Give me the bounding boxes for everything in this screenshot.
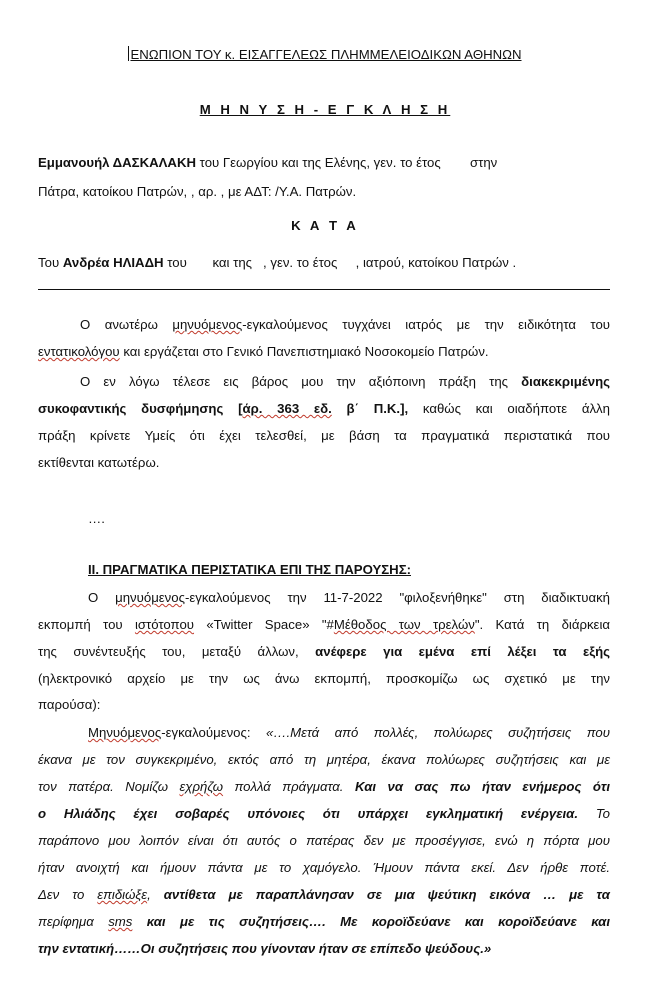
para1-text-2: -εγκαλούμενος τυγχάνει ιατρός με την ειδικότητα του [242, 317, 610, 332]
para3-line-4: (ηλεκτρονικό αρχείο με την ως άνω εκπομπή, προσκομίζω ως σχετικό με την [38, 671, 610, 686]
para2-line-1 [80, 374, 610, 389]
para2-text: Ο εν λόγω τέλεσε εις βάρος μου την αξιόποινη πράξη της [80, 374, 509, 389]
para3-line-3 [38, 644, 610, 659]
quote-text-2: τον πατέρα. Νομίζω [38, 779, 168, 794]
quote-underlined-word-4: sms [108, 914, 133, 929]
quote-line-7 [38, 887, 610, 902]
quote-text-6: περίφημα [38, 914, 94, 929]
quote-bold-3: αντίθετα με παραπλάνησαν σε μια ψεύτικη εικόνα … με τα [163, 887, 610, 902]
para1-text-3: και εργάζεται στο Γενικό Πανεπιστημιακό Νοσοκομείο Πατρών. [119, 344, 489, 359]
para2-bold: διακεκριμένης [521, 374, 610, 389]
kata-heading: Κ Α Τ Α [291, 218, 359, 233]
para3-underlined-word: μηνυόμενος [115, 590, 185, 605]
omission-mark: …. [88, 511, 105, 526]
para3-text-6: της συνέντευξής του, μεταξύ άλλων, [38, 644, 299, 659]
section-heading: ΙΙ. ΠΡΑΓΜΑΤΙΚΑ ΠΕΡΙΣΤΑΤΙΚΑ ΕΠΙ ΤΗΣ ΠΑΡΟΥΣΗΣ: [88, 562, 411, 577]
para3-text: Ο [88, 590, 99, 605]
para3-text-2: -εγκαλούμενος την 11-7-2022 "φιλοξενήθηκε" στη διαδικτυακή [184, 590, 610, 605]
quote-line-9: την εντατική……Οι συζητήσεις που γίνονταν ήταν σε επίπεδο ψεύδους.» [38, 941, 492, 956]
accused-details: του και της , γεν. το έτος , ιατρού, κατοίκου Πατρών . [167, 255, 517, 270]
para2-article-ref: άρ. 363 εδ. [242, 401, 332, 416]
complainant-details-1: του Γεωργίου και της Ελένης, γεν. το έτος στην [199, 155, 498, 170]
para3-line-1 [88, 590, 610, 605]
quote-line-5: παράπονο μου λοιπόν είναι ότι αυτός ο πατέρας δεν με προσέγγισε, ενώ η πόρτα μου [38, 833, 610, 848]
para1-line-1 [80, 317, 610, 332]
para2-article-ref-2: β΄ Π.Κ.], [331, 401, 409, 416]
para3-underlined-word-3: Μέθοδος των τρελών [333, 617, 475, 632]
horizontal-rule [38, 289, 610, 290]
para2-text-2: καθώς και οιαδήποτε άλλη [422, 401, 610, 416]
quote-bold: Και να σας πω ήταν ενήμερος ότι [354, 779, 610, 794]
quote-bold-4: και με τις συζητήσεις…. Με κοροϊδεύανε και κοροϊδεύανε και [146, 914, 611, 929]
para1-text: Ο ανωτέρω [80, 317, 158, 332]
para3-underlined-word-2: ιστότοπου [134, 617, 195, 632]
quote-line-4 [38, 806, 610, 821]
para2-line-4: εκτίθενται κατωτέρω. [38, 455, 160, 470]
para1-underlined-word: μηνυόμενος [172, 317, 243, 332]
document-heading [0, 46, 650, 62]
complainant-line-2: Πάτρα, κατοίκου Πατρών, , αρ. , με ΑΔΤ: /Υ.Α. Πατρών. [38, 184, 357, 199]
complainant-line-1 [38, 155, 610, 170]
para3-text-3: εκπομπή του [38, 617, 123, 632]
quote-underlined-word: Μηνυόμενος [88, 725, 162, 740]
para1-underlined-word-2: εντατικολόγου [38, 344, 120, 359]
quote-line-2: έκανα με τον συγκεκριμένο, εκτός από τη μητέρα, έκανα πολύωρες συζητήσεις και με [38, 752, 610, 767]
quote-text-4: Το [595, 806, 611, 821]
document-title: Μ Η Ν Υ Σ Η - Ε Γ Κ Λ Η Σ Η [199, 102, 451, 117]
accused-name: Ανδρέα ΗΛΙΑΔΗ [62, 255, 164, 270]
quote-line-1 [88, 725, 610, 740]
quote-speaker: -εγκαλούμενος: [161, 725, 251, 740]
quote-line-8 [38, 914, 610, 929]
quote-text: «….Μετά από πολλές, πολύωρες συζητήσεις που [265, 725, 610, 740]
quote-underlined-word-3: επιδιώξε [97, 887, 148, 902]
quote-comma: , [147, 887, 151, 902]
accused-prefix: Του [38, 255, 60, 270]
para3-text-4: «Twitter Space» "# [194, 617, 334, 632]
para3-text-5: ". Κατά τη διάρκεια [474, 617, 610, 632]
para1-line-2 [38, 344, 610, 359]
para2-bold-2: συκοφαντικής δυσφήμησης [38, 401, 224, 416]
complainant-name: Εμμανουήλ ΔΑΣΚΑΛΑΚΗ [38, 155, 196, 170]
quote-text-5: Δεν το [38, 887, 85, 902]
para3-bold: ανέφερε για εμένα επί λέξει τα εξής [315, 644, 610, 659]
quote-text-3: πολλά πράγματα. [223, 779, 344, 794]
para3-line-5: παρούσα): [38, 697, 101, 712]
accused-line [38, 255, 610, 270]
para3-line-2 [38, 617, 610, 632]
para2-line-3: πράξη κρίνετε Υμείς ότι έχει τελεσθεί, με βάση τα πραγματικά περιστατικά που [38, 428, 610, 443]
para2-line-2 [38, 401, 610, 416]
document-heading-text: ΕΝΩΠΙΟΝ ΤΟΥ κ. ΕΙΣΑΓΓΕΛΕΩΣ ΠΛΗΜΜΕΛΕΙΟΔΙΚΩΝ ΑΘΗΝΩΝ [130, 47, 522, 62]
quote-line-3 [38, 779, 610, 794]
quote-line-6: ήταν ανοιχτή και ήμουν πάντα με το χαμόγελο. Ήμουν πάντα εκεί. Δεν ήρθε ποτέ. [38, 860, 610, 875]
para2-bracket: [ [238, 401, 243, 416]
quote-bold-2: ο Ηλιάδης έχει σοβαρές υπόνοιες ότι υπάρχει εγκληματική ενέργεια. [38, 806, 579, 821]
quote-underlined-word-2: εχρήζω [179, 779, 224, 794]
